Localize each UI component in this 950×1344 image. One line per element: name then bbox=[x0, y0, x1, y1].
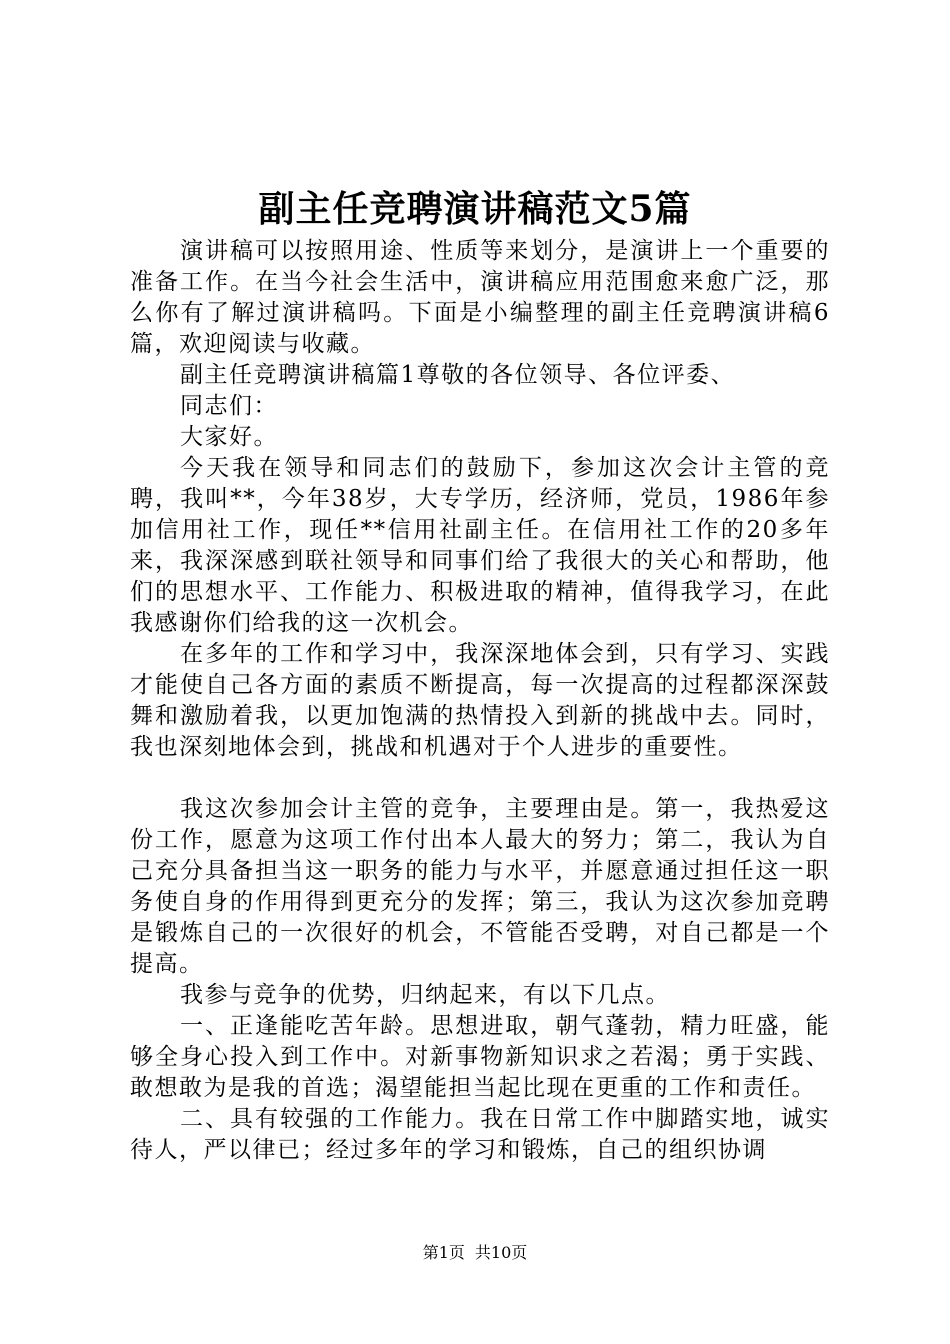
page-footer bbox=[0, 1242, 950, 1264]
page-number: 第1页 bbox=[422, 1243, 465, 1262]
page-total: 共10页 bbox=[474, 1243, 528, 1262]
paragraph-advantages-intro: 我参与竞争的优势，归纳起来，有以下几点。 bbox=[180, 982, 670, 1008]
document-title: 副主任竞聘演讲稿范文5篇 bbox=[258, 188, 692, 230]
paragraph-experience: 在多年的工作和学习中，我深深地体会到，只有学习、实践才能使自己各方面的素质不断提高，每一次提高的过程都深深鼓舞和激励着我，以更加饱满的热情投入到新的挑战中去。同时，我也深刻地体会到，挑战和机遇对于个人进步的重要性。 bbox=[130, 641, 830, 760]
paragraph-intro: 演讲稿可以按照用途、性质等来划分，是演讲上一个重要的准备工作。在当今社会生活中，演讲稿应用范围愈来愈广泛，那么你有了解过演讲稿吗。下面是小编整理的副主任竞聘演讲稿6篇，欢迎阅读与收藏。 bbox=[130, 238, 830, 357]
paragraph-advantage-one: 一、正逢能吃苦年龄。思想进取，朝气蓬勃，精力旺盛，能够全身心投入到工作中。对新事物新知识求之若渴；勇于实践、敢想敢为是我的首选；渴望能担当起比现在更重的工作和责任。 bbox=[130, 1013, 830, 1101]
paragraph-speech-heading: 副主任竞聘演讲稿篇1尊敬的各位领导、各位评委、 bbox=[180, 362, 736, 388]
paragraph-greeting: 大家好。 bbox=[180, 424, 278, 450]
paragraph-salutation: 同志们： bbox=[180, 393, 278, 419]
paragraph-reasons: 我这次参加会计主管的竞争，主要理由是。第一，我热爱这份工作，愿意为这项工作付出本人最大的努力；第二，我认为自己充分具备担当这一职务的能力与水平，并愿意通过担任这一职务使自身的作用得到更充分的发挥；第三，我认为这次参加竞聘是锻炼自己的一次很好的机会，不管能否受聘，对自己都是一个提高。 bbox=[130, 796, 830, 977]
paragraph-self-introduction: 今天我在领导和同志们的鼓励下，参加这次会计主管的竞聘，我叫**，今年38岁，大专学历，经济师，党员，1986年参加信用社工作，现任**信用社副主任。在信用社工作的20多年来，我深深感到联社领导和同事们给了我很大的关心和帮助，他们的思想水平、工作能力、积极进取的精神，值得我学习，在此我感谢你们给我的这一次机会。 bbox=[130, 455, 830, 636]
paragraph-advantage-two: 二、具有较强的工作能力。我在日常工作中脚踏实地，诚实待人，严以律已；经过多年的学习和锻炼，自己的组织协调 bbox=[130, 1106, 830, 1163]
document-body bbox=[130, 236, 830, 1166]
